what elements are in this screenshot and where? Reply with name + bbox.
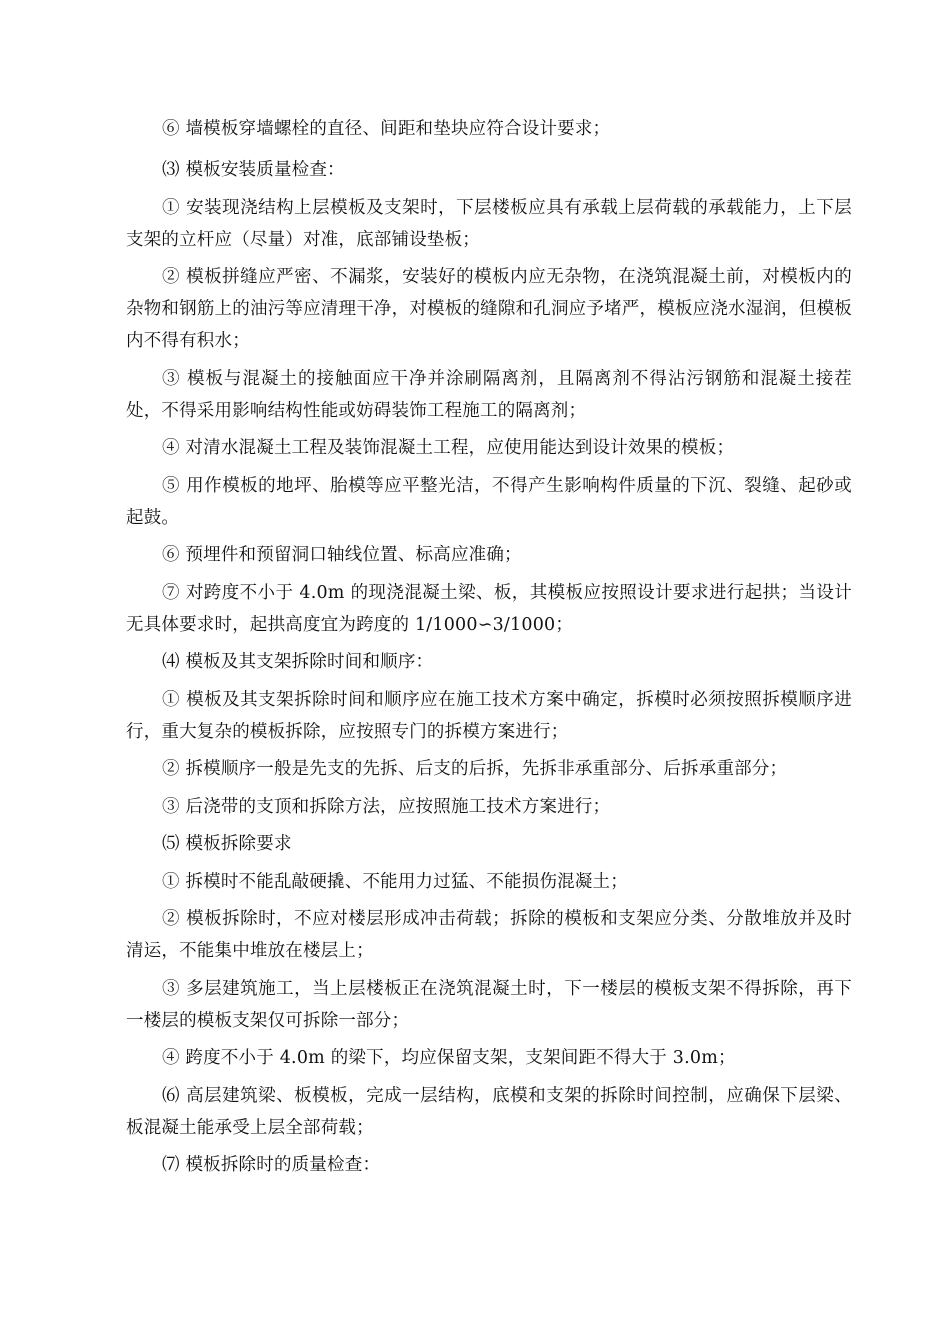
section-heading-7: ⑺ 模板拆除时的质量检查： bbox=[162, 1155, 381, 1175]
document-body bbox=[126, 113, 852, 1187]
section-heading-6: ⑹ 高层建筑梁、板模板，完成一层结构，底模和支架的拆除时间控制，应确保下层梁、板混凝土能承受上层全部荷载； bbox=[126, 1085, 852, 1138]
paragraph-item-4-beam-support: ④ 跨度不小于 4.0m 的梁下，均应保留支架，支架间距不得大于 3.0m； bbox=[162, 1048, 736, 1068]
section-heading-5: ⑸ 模板拆除要求 bbox=[162, 834, 292, 854]
paragraph-item-6-embedded-parts: ⑥ 预埋件和预留洞口轴线位置、标高应准确； bbox=[162, 545, 522, 565]
paragraph-item-5-ground-mould: ⑤ 用作模板的地坪、胎模等应平整光洁，不得产生影响构件质量的下沉、裂缝、起砂或起鼓。 bbox=[126, 475, 852, 528]
paragraph-item-2-impact-load: ② 模板拆除时，不应对楼层形成冲击荷载；拆除的模板和支架应分类、分散堆放并及时清运，不能集中堆放在楼层上； bbox=[126, 909, 852, 961]
paragraph-item-1-no-damage: ① 拆模时不能乱敲硬撬、不能用力过猛、不能损伤混凝土； bbox=[162, 871, 628, 892]
paragraph-item-3-multistory: ③ 多层建筑施工，当上层楼板正在浇筑混凝土时，下一楼层的模板支架不得拆除，再下一楼层的模板支架仅可拆除一部分； bbox=[126, 978, 852, 1031]
paragraph-item-1-removal-plan: ① 模板及其支架拆除时间和顺序应在施工技术方案中确定，拆模时必须按照拆模顺序进行，重大复杂的模板拆除，应按照专门的拆模方案进行； bbox=[126, 689, 852, 742]
paragraph-item-1-upper-formwork: ① 安装现浇结构上层模板及支架时，下层楼板应具有承载上层荷载的承载能力，上下层支架的立杆应（尽量）对准，底部铺设垫板； bbox=[126, 197, 852, 250]
paragraph-item-3-release-agent: ③ 模板与混凝土的接触面应干净并涂刷隔离剂，且隔离剂不得沾污钢筋和混凝土接茬处，不得采用影响结构性能或妨碍装饰工程施工的隔离剂； bbox=[126, 368, 852, 421]
paragraph-item-7-camber: ⑦ 对跨度不小于 4.0m 的现浇混凝土梁、板，其模板应按照设计要求进行起拱；当设计无具体要求时，起拱高度宜为跨度的 1/1000∽3/1000； bbox=[126, 582, 852, 635]
paragraph-item-6-wall-bolts: ⑥ 墙模板穿墙螺栓的直径、间距和垫块应符合设计要求； bbox=[162, 119, 611, 139]
paragraph-item-4-fair-faced-concrete: ④ 对清水混凝土工程及装饰混凝土工程，应使用能达到设计效果的模板； bbox=[162, 438, 735, 458]
section-heading-3: ⑶ 模板安装质量检查： bbox=[162, 160, 345, 180]
paragraph-item-2-joints: ② 模板拼缝应严密、不漏浆，安装好的模板内应无杂物，在浇筑混凝土前，对模板内的杂物和钢筋上的油污等应清理干净，对模板的缝隙和孔洞应予堵严，模板应浇水湿润，但模板内不得有积水； bbox=[126, 267, 852, 351]
paragraph-item-3-post-pour-strip: ③ 后浇带的支顶和拆除方法，应按照施工技术方案进行； bbox=[162, 796, 611, 817]
section-heading-4: ⑷ 模板及其支架拆除时间和顺序： bbox=[162, 652, 434, 672]
paragraph-item-2-removal-order: ② 拆模顺序一般是先支的先拆、后支的后拆，先拆非承重部分、后拆承重部分； bbox=[162, 759, 788, 779]
